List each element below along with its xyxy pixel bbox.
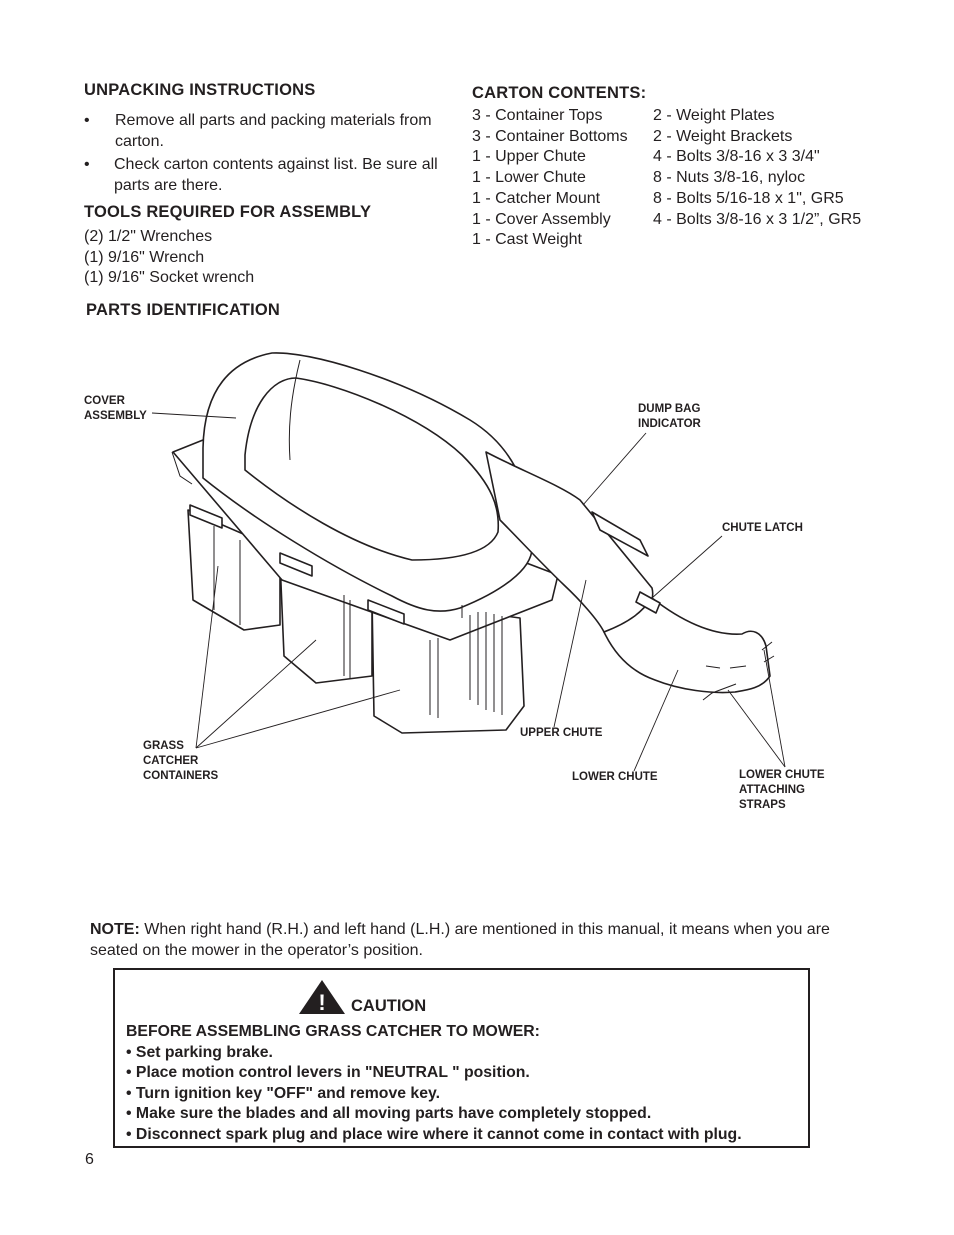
label-dump-bag-indicator — [638, 402, 701, 432]
bullet-marker: • — [84, 112, 90, 129]
carton-item: 8 - Bolts 5/16-18 x 1", GR5 — [653, 189, 844, 207]
label-line: GRASS — [143, 740, 184, 752]
carton-list-left — [472, 106, 628, 251]
carton-item: 4 - Bolts 3/8-16 x 3 3/4" — [653, 148, 820, 166]
tools-item: (1) 9/16" Wrench — [84, 248, 205, 266]
carton-item: 3 - Container Tops — [472, 107, 603, 124]
carton-item: 1 - Upper Chute — [472, 148, 586, 166]
note-label: NOTE: — [90, 921, 140, 938]
label-chute-latch: CHUTE LATCH — [722, 522, 803, 534]
unpacking-bullet-2 — [84, 154, 454, 198]
tools-item: (2) 1/2" Wrenches — [84, 228, 213, 245]
caution-line: • Disconnect spark plug and place wire where it cannot come in contact with plug. — [126, 1125, 742, 1143]
tools-item: (1) 9/16" Socket wrench — [84, 269, 255, 287]
bullet-text: Remove all parts and packing materials from carton. — [115, 112, 432, 150]
carton-item: 4 - Bolts 3/8-16 x 3 1/2”, GR5 — [653, 210, 862, 228]
carton-item: 1 - Cover Assembly — [472, 210, 611, 228]
label-grass-catcher-containers — [143, 739, 218, 784]
label-line: DUMP BAG — [638, 403, 701, 415]
unpacking-bullet-1 — [84, 110, 454, 154]
caution-box — [113, 968, 810, 1148]
label-line: INDICATOR — [638, 418, 701, 430]
bullet-marker: • — [84, 156, 90, 173]
carton-item: 2 - Weight Brackets — [653, 127, 793, 145]
caution-line: BEFORE ASSEMBLING GRASS CATCHER TO MOWER: — [126, 1023, 540, 1040]
label-lower-chute-straps — [739, 768, 825, 813]
tools-list — [84, 227, 254, 289]
label-upper-chute: UPPER CHUTE — [520, 727, 603, 739]
carton-item: 1 - Cast Weight — [472, 231, 582, 249]
caution-list — [126, 1022, 742, 1146]
page-number: 6 — [85, 1151, 94, 1168]
bullet-text: Check carton contents against list. Be sure all parts are there. — [114, 156, 438, 194]
label-line: CATCHER — [143, 755, 199, 767]
carton-item: 8 - Nuts 3/8-16, nyloc — [653, 169, 806, 187]
label-line: COVER — [84, 395, 125, 407]
caution-line: • Make sure the blades and all moving parts have completely stopped. — [126, 1105, 652, 1123]
carton-item: 1 - Catcher Mount — [472, 189, 601, 207]
carton-item: 2 - Weight Plates — [653, 107, 775, 124]
label-line: ATTACHING — [739, 784, 806, 796]
caution-line: • Turn ignition key "OFF" and remove key. — [126, 1084, 440, 1102]
label-line: CONTAINERS — [143, 770, 219, 782]
warning-glyph: ! — [318, 990, 326, 1015]
carton-item: 3 - Container Bottoms — [472, 127, 628, 145]
label-line: STRAPS — [739, 799, 786, 811]
parts-heading: PARTS IDENTIFICATION — [86, 301, 281, 319]
label-cover-assembly — [84, 394, 147, 424]
tools-heading: TOOLS REQUIRED FOR ASSEMBLY — [84, 203, 372, 221]
caution-title: CAUTION — [351, 997, 427, 1015]
label-line: LOWER CHUTE — [739, 769, 825, 781]
label-lower-chute: LOWER CHUTE — [572, 771, 658, 783]
note-paragraph — [90, 920, 870, 961]
unpacking-heading: UNPACKING INSTRUCTIONS — [84, 81, 316, 99]
carton-list-right — [653, 106, 861, 230]
note-text: When right hand (R.H.) and left hand (L.H.) are mentioned in this manual, it means when you are seated on the mower in the operator’s position. — [90, 921, 830, 959]
carton-item: 1 - Lower Chute — [472, 169, 586, 187]
warning-triangle-icon — [298, 979, 346, 1015]
caution-line: • Place motion control levers in "NEUTRAL " position. — [126, 1064, 530, 1082]
carton-heading: CARTON CONTENTS: — [472, 84, 647, 102]
label-line: ASSEMBLY — [84, 410, 147, 422]
caution-line: • Set parking brake. — [126, 1043, 273, 1061]
